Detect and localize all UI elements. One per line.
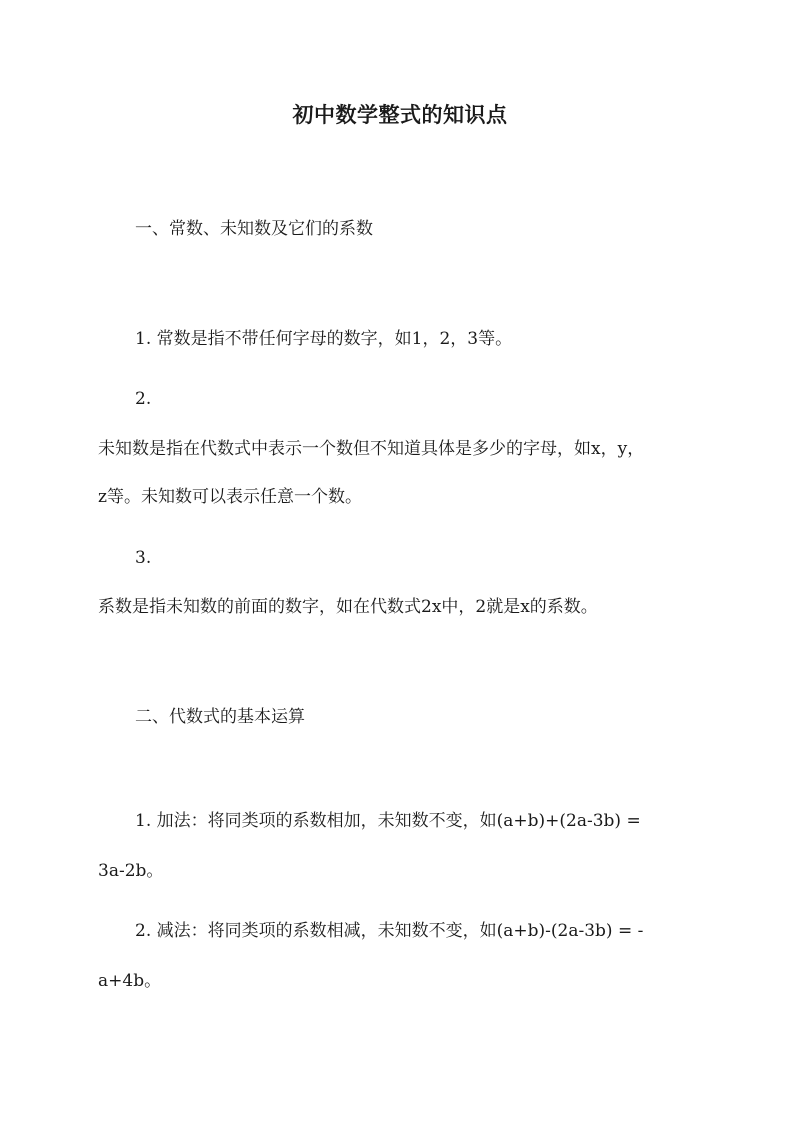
paragraph-subtraction-line1: 2. 减法：将同类项的系数相减，未知数不变，如(a+b)-(2a-3b) = - bbox=[135, 921, 644, 941]
paragraph-addition-line1: 1. 加法：将同类项的系数相加，未知数不变，如(a+b)+(2a-3b) = bbox=[135, 811, 641, 831]
paragraph-subtraction-line2: a+4b。 bbox=[98, 971, 162, 991]
list-number-2: 2. bbox=[135, 389, 152, 409]
paragraph-unknowns-line1: 未知数是指在代数式中表示一个数但不知道具体是多少的字母，如x，y， bbox=[98, 439, 645, 459]
section-heading-operations: 二、代数式的基本运算 bbox=[135, 707, 305, 727]
paragraph-constants: 1. 常数是指不带任何字母的数字，如1，2，3等。 bbox=[135, 329, 513, 349]
paragraph-addition-line2: 3a-2b。 bbox=[98, 861, 164, 881]
section-heading-constants: 一、常数、未知数及它们的系数 bbox=[135, 219, 373, 239]
page-title: 初中数学整式的知识点 bbox=[292, 102, 508, 127]
paragraph-unknowns-line2: z等。未知数可以表示任意一个数。 bbox=[98, 487, 362, 507]
paragraph-coefficients: 系数是指未知数的前面的数字，如在代数式2x中，2就是x的系数。 bbox=[98, 597, 598, 617]
list-number-3: 3. bbox=[135, 548, 152, 568]
